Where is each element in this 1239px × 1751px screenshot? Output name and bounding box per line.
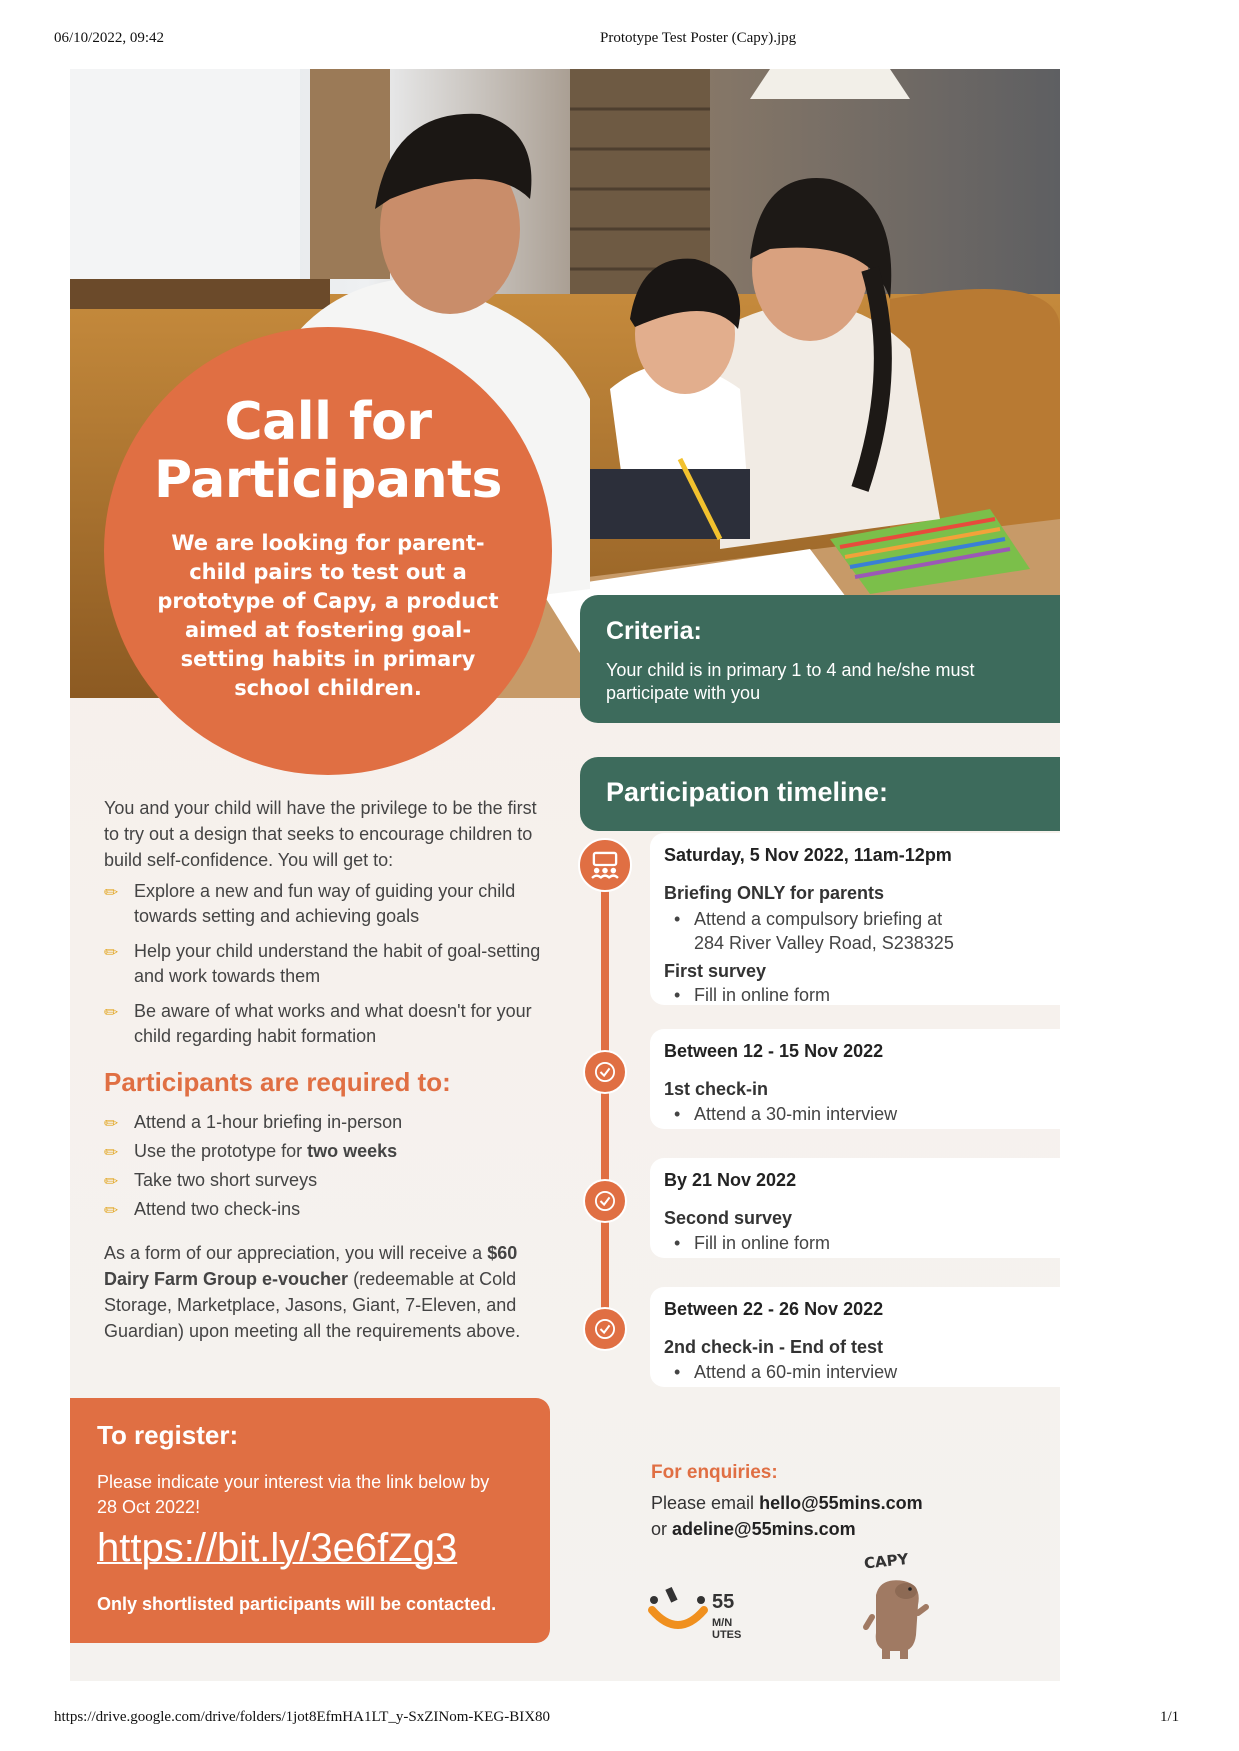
register-note: Only shortlisted participants will be contacted. (97, 1594, 497, 1614)
capy-wordmark: CAPY (863, 1549, 910, 1573)
voucher-amount: $60 Dairy Farm Group e-voucher (104, 1243, 518, 1289)
logo-text-a: M/N (712, 1617, 733, 1629)
pencil-icon: ✏ (104, 1003, 119, 1022)
list-item: ✏ Explore a new and fun way of guiding your child towards setting and achieving goals (104, 881, 516, 926)
pencil-icon: ✏ (104, 883, 119, 902)
logo-number: 55 (712, 1591, 735, 1613)
register-box (70, 1398, 550, 1643)
timeline-line (601, 864, 609, 1349)
list-item: ✏ Attend two check-ins (104, 1197, 554, 1222)
pencil-icon: ✏ (104, 1143, 119, 1162)
enquiries-title: For enquiries: (651, 1462, 778, 1483)
pencil-icon: ✏ (104, 943, 119, 962)
check-circle-icon (583, 1050, 627, 1094)
list-item: ✏ Be aware of what works and what doesn't for your child regarding habit formation (104, 1001, 532, 1046)
event-date: Between 22 - 26 Nov 2022 (664, 1299, 884, 1319)
event-date: Saturday, 5 Nov 2022, 11am-12pm (664, 845, 952, 865)
timeline-card-3: By 21 Nov 2022 Second survey • Fill in online form (650, 1158, 1060, 1258)
event-date: By 21 Nov 2022 (664, 1170, 797, 1190)
list-item: ✏ Help your child understand the habit of goal-setting and work towards them (104, 941, 541, 986)
hero-subtitle: We are looking for parent-child pairs to test out a prototype of Capy, a product aimed at fostering goal-setting habits in primary school children. (157, 531, 499, 700)
list-item: ✏ Attend a 1-hour briefing in-person (104, 1110, 554, 1135)
check-circle-icon (583, 1307, 627, 1351)
requirements-list (104, 1110, 554, 1226)
register-title: To register: (97, 1420, 239, 1450)
timeline-header (580, 757, 1060, 831)
print-url: https://drive.google.com/drive/folders/1jot8EfmHA1LT_y-SxZINom-KEG-BIX80 (54, 1709, 551, 1725)
print-page-count: 1/1 (1160, 1709, 1180, 1725)
print-file-title: Prototype Test Poster (Capy).jpg (600, 30, 797, 46)
intro-text: You and your child will have the privilege to be the first to try out a design that seeks to encourage children to build self-confidence. You will get to: (104, 798, 537, 870)
pencil-icon: ✏ (104, 1172, 119, 1191)
enquiries-line-2: or adeline@55mins.com (651, 1519, 856, 1539)
timeline-card-1: Saturday, 5 Nov 2022, 11am-12pm Briefing ONLY for parents • Attend a compulsory briefing at 284 River Valley Road, S238325 First survey • Fill in online form (650, 833, 1060, 1005)
meeting-icon (578, 838, 632, 892)
call-for-participants-circle (104, 327, 552, 775)
poster (70, 69, 1060, 1681)
list-item: ✏ Use the prototype for two weeks (104, 1139, 554, 1164)
pencil-icon: ✏ (104, 1114, 119, 1133)
criteria-title: Criteria: (606, 617, 702, 645)
criteria-text: Your child is in primary 1 to 4 and he/she must participate with you (606, 660, 975, 703)
register-link[interactable]: https://bit.ly/3e6fZg3 (97, 1526, 458, 1570)
enquiries-line-1: Please email hello@55mins.com (651, 1493, 923, 1513)
check-circle-icon (583, 1179, 627, 1223)
55minutes-logo (648, 1578, 758, 1650)
email-link[interactable]: hello@55mins.com (759, 1493, 923, 1513)
benefits-list (104, 879, 554, 1059)
register-instruction: Please indicate your interest via the link below by 28 Oct 2022! (97, 1472, 490, 1517)
event-date: Between 12 - 15 Nov 2022 (664, 1041, 884, 1061)
two-weeks-emphasis: two weeks (307, 1141, 398, 1161)
capy-logo (858, 1547, 938, 1667)
appreciation-text: As a form of our appreciation, you will receive a $60 Dairy Farm Group e-voucher (redeemable at Cold Storage, Marketplace, Jasons, Giant, 7-Eleven, and Guardian) upon meeting all the requirements above. (104, 1243, 521, 1341)
logo-text-b: UTES (712, 1629, 742, 1641)
register-deadline: 28 Oct 2022! (97, 1497, 201, 1517)
criteria-box (580, 595, 1060, 723)
print-datetime: 06/10/2022, 09:42 (54, 30, 165, 46)
hero-title: Call for Participants (154, 392, 502, 510)
requirements-title: Participants are required to: (104, 1067, 451, 1097)
timeline-card-2: Between 12 - 15 Nov 2022 1st check-in • Attend a 30-min interview (650, 1029, 1060, 1129)
timeline-card-4: Between 22 - 26 Nov 2022 2nd check-in - End of test • Attend a 60-min interview (650, 1287, 1060, 1387)
pencil-icon: ✏ (104, 1201, 119, 1220)
timeline-title: Participation timeline: (606, 777, 889, 807)
list-item: ✏ Take two short surveys (104, 1168, 554, 1193)
email-link[interactable]: adeline@55mins.com (672, 1519, 856, 1539)
